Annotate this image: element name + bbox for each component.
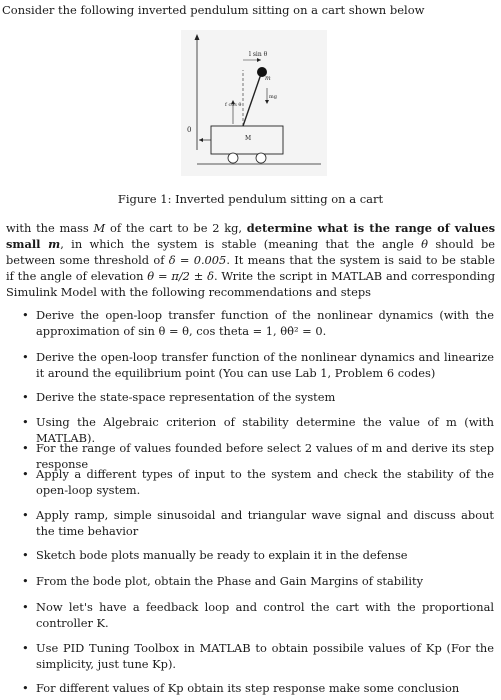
bullet-icon: •: [22, 641, 29, 655]
theta-equation: θ = π/2 ± δ: [147, 269, 214, 283]
list-item: • Apply ramp, simple sinusoidal and triangular wave signal and discuss about the time behavior: [22, 508, 494, 538]
bullet-icon: •: [22, 390, 29, 404]
list-item: • Using the Algebraic criterion of stability determine the value of m (with MATLAB).: [22, 415, 494, 445]
list-item: • Derive the open-loop transfer function of the nonlinear dynamics and linearize it around the equilibrium point (You can use Lab 1, Problem 6 codes): [22, 350, 494, 380]
bullet-icon: •: [22, 350, 29, 364]
var-theta: θ: [421, 237, 429, 251]
figure-label-cart-mass: M: [245, 135, 252, 142]
delta-equation: δ = 0.005: [168, 253, 227, 267]
list-item: • Sketch bode plots manually be ready to explain it in the defense: [22, 548, 408, 562]
bullet-icon: •: [22, 548, 29, 562]
list-item: • For the range of values founded before select 2 values of m and derive its step response: [22, 441, 494, 471]
list-item: • Now let's have a feedback loop and control the cart with the proportional controller K.: [22, 600, 494, 630]
figure-label-m: m: [265, 75, 271, 82]
para-text-6: . Write the script in MATLAB and corresponding Simulink Model with the following recommendations and steps: [6, 269, 496, 299]
bullet-icon: •: [22, 441, 29, 455]
bullet-icon: •: [22, 681, 29, 695]
list-item: • Derive the state-space representation of the system: [22, 390, 336, 404]
para-text-3: , in which the system is stable (meaning that the angle: [60, 237, 422, 251]
list-item: • Use PID Tuning Toolbox in MATLAB to obtain possibile values of Kp (For the simplicity, just tune Kp).: [22, 641, 494, 671]
para-text-4: should be between some threshold of: [6, 237, 495, 267]
para-text-1: with the mass: [6, 221, 94, 235]
figure-label-lsin: l sin θ: [249, 51, 268, 58]
pendulum-diagram: [181, 30, 327, 176]
list-item: • Derive the open-loop transfer function of the nonlinear dynamics (with the approximation of sin θ = θ, cos theta = 1, θθ̇² = 0.: [22, 308, 494, 338]
figure-label-force: f cos θ: [225, 102, 242, 108]
bullet-icon: •: [22, 574, 29, 588]
figure-caption: Figure 1: Inverted pendulum sitting on a cart: [117, 192, 384, 206]
para-text-5: . It means that the system is said to be stable if the angle of elevation: [6, 253, 495, 283]
intro-text: Consider the following inverted pendulum sitting on a cart shown below: [2, 3, 425, 17]
var-M: M: [93, 221, 106, 235]
bullet-icon: •: [22, 508, 29, 522]
list-item: • Apply a different types of input to the system and check the stability of the open-loop system.: [22, 467, 494, 497]
figure-label-zero: 0: [187, 126, 192, 134]
bullet-icon: •: [22, 415, 29, 429]
para-bold: determine what is the range of values small: [6, 221, 495, 251]
problem-paragraph: [6, 220, 495, 300]
para-text-2: of the cart to be 2 kg,: [105, 221, 247, 235]
pendulum-figure: [181, 30, 327, 176]
bullet-icon: •: [22, 308, 29, 322]
list-item: • From the bode plot, obtain the Phase and Gain Margins of stability: [22, 574, 424, 588]
bullet-icon: •: [22, 467, 29, 481]
figure-label-mg: mg: [269, 94, 277, 100]
bullet-icon: •: [22, 600, 29, 614]
var-m: m: [48, 237, 61, 251]
list-item: • For different values of Kp obtain its step response make some conclusion: [22, 681, 460, 695]
